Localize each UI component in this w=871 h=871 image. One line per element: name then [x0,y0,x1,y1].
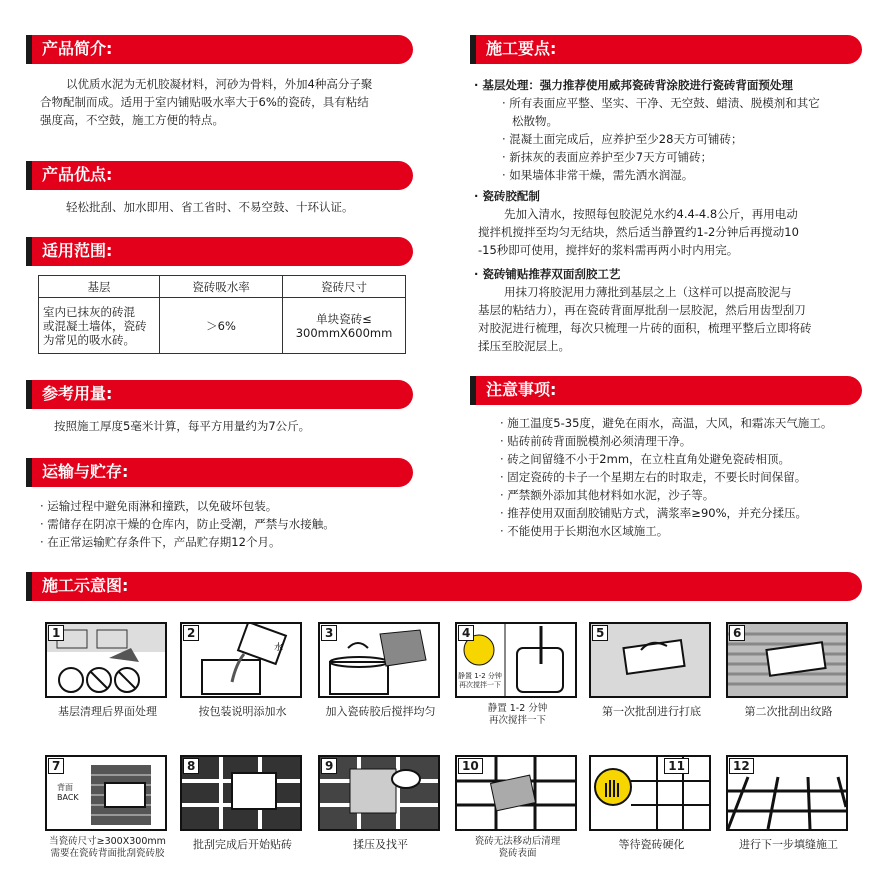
step-caption: 进行下一步填缝施工 [739,838,838,851]
table-header-size: 瓷砖尺寸 [283,276,406,298]
step-number: 2 [183,625,199,641]
step-caption: 按包装说明添加水 [198,705,287,718]
step-illustration [45,755,167,831]
header-accent-bar [470,376,476,405]
storage-item: · 运输过程中避免雨淋和撞跌，以免破坏包装。 [40,499,278,513]
storage-list [40,497,335,551]
step-10 [455,755,580,860]
storage-title: 运输与贮存: [42,462,129,481]
step-caption-line: 静置 1-2 分钟 [487,703,548,714]
header-accent-bar [26,380,32,409]
note-item: · 砖之间留缝不小于2mm，在立柱直角处避免瓷砖相顶。 [500,452,791,466]
header-accent-bar [470,35,476,64]
usage-text: 按照施工厚度5毫米计算，每平方用量约为7公斤。 [54,419,311,433]
back-label-en: BACK [57,793,79,802]
diagram-title: 施工示意图: [42,576,129,595]
header-accent-bar [26,35,32,64]
scope-title: 适用范围: [42,241,113,260]
note-item: · 贴砖前砖背面脱模剂必须清理干净。 [500,434,692,448]
step-caption: 等待瓷砖硬化 [618,838,685,851]
step-illustration [589,622,711,698]
press-level-illustration [320,757,438,829]
step-caption-line: 需要在瓷砖背面批刮瓷砖胶 [50,848,165,859]
step-illustration [455,755,577,831]
storage-item: · 需储存在阴凉干燥的仓库内，防止受潮，严禁与水接触。 [40,517,335,531]
step-number: 7 [48,758,64,774]
intro-title: 产品简介: [42,39,113,58]
step-2 [180,622,305,719]
step-illustration [318,755,440,831]
scope-table [38,275,406,354]
mix-line: 搅拌机搅拌至均匀无结块，然后适当静置约1-2分钟后再搅动10 [478,225,799,239]
step-1 [45,622,170,719]
advantages-title: 产品优点: [42,165,113,184]
intro-line: 强度高，不空鼓，施工方便的特点。 [40,113,224,127]
step-number: 6 [729,625,745,641]
tile-line: 用抹刀将胶泥用力薄批到基层之上（这样可以提高胶泥与 [504,285,792,299]
step-12 [726,755,851,852]
first-trowel-illustration [591,624,709,696]
key-points-body [474,76,820,355]
table-cell-base [39,298,160,354]
place-tile-illustration [182,757,300,829]
step-9 [318,755,443,852]
table-cell-line: 或混凝土墙体，瓷砖 [43,318,147,333]
note-item: · 固定瓷砖的卡子一个星期左右的时取走，不要长时间保留。 [500,470,807,484]
step-7 [45,755,170,860]
note-item: · 施工温度5-35度，避免在雨水，高温，大风，和霜冻天气施工。 [500,416,833,430]
step-caption-line: 瓷砖无法移动后清理 [474,836,561,847]
step-number: 1 [48,625,64,641]
step-caption [45,836,170,860]
wait-harden-illustration [591,757,709,829]
step-caption: 批刮完成后开始贴砖 [193,838,292,851]
key-points-title: 施工要点: [486,39,557,58]
base-item: · 新抹灰的表面应养护至少7天方可铺砖； [502,150,713,164]
step-illustration [726,622,848,698]
diagram-header [26,572,862,601]
step-caption-line: 当瓷砖尺寸≥300X300mm [49,836,166,847]
step-illustration [726,755,848,831]
step-11 [589,755,714,852]
storage-item: · 在正常运输贮存条件下，产品贮存期12个月。 [40,535,281,549]
table-header-base: 基层 [39,276,160,298]
scope-header [26,237,413,266]
step-illustration [589,755,711,831]
step-caption-line: 再次搅拌一下 [488,715,546,726]
step-3 [318,622,443,719]
step-caption: 第二次批刮出纹路 [744,705,833,718]
step-number: 5 [592,625,608,641]
notes-title: 注意事项: [486,380,557,399]
add-water-illustration [182,624,300,696]
usage-header [26,380,413,409]
table-cell-absorption: ＞6% [160,298,283,354]
intro-line: 以优质水泥为无机胶凝材料，河砂为骨料，外加4种高分子聚 [66,77,373,91]
advantages-text: 轻松批刮、加水即用、省工省时、不易空鼓、十环认证。 [66,200,354,214]
tile-line: 对胶泥进行梳理，每次只梳理一片砖的面积，梳理平整后立即将砖 [478,321,812,335]
storage-header [26,458,413,487]
step-number: 3 [321,625,337,641]
step-caption-line: 瓷砖表面 [498,848,537,859]
intro-header [26,35,413,64]
step-caption: 基层清理后界面处理 [58,705,157,718]
base-item: · 所有表面应平整、坚实、干净、无空鼓、蜡渍、脱模剂和其它 [502,96,820,110]
back-label [57,783,79,803]
table-cell-size [283,298,406,354]
step-4 [455,622,580,727]
base-treatment-heading: · 基层处理：强力推荐使用威邦瓷砖背涂胶进行瓷砖背面预处理 [474,78,793,92]
base-item: · 如果墙体非常干燥，需先洒水润湿。 [502,168,694,182]
intro-text [40,75,372,129]
step-caption: 加入瓷砖胶后搅拌均匀 [325,705,436,718]
table-cell-line: 单块瓷砖≤ [316,311,372,326]
header-accent-bar [26,161,32,190]
table-header-absorption: 瓷砖吸水率 [160,276,283,298]
svg-text:水: 水 [274,643,284,653]
step-5 [589,622,714,719]
base-item: · 混凝土面完成后，应养护至少28天方可铺砖； [502,132,743,146]
header-accent-bar [26,572,32,601]
step-caption: 第一次批刮进行打底 [602,705,701,718]
key-points-header [470,35,862,64]
step-illustration [180,755,302,831]
step-caption: 揉压及找平 [353,838,408,851]
step-number: 11 [664,758,689,774]
second-trowel-illustration [728,624,846,696]
notes-list [500,414,832,540]
tile-heading: · 瓷砖铺贴推荐双面刮胶工艺 [474,267,621,281]
table-cell-line: 为常见的吸水砖。 [43,332,135,347]
step-number: 10 [458,758,483,774]
tile-line: 揉压至胶泥层上。 [478,339,570,353]
mix-line: 先加入清水，按照每包胶泥兑水约4.4-4.8公斤，再用电动 [504,207,798,221]
wall-cleaning-illustration [47,624,165,696]
mix-heading: · 瓷砖胶配制 [474,189,540,203]
note-item: · 严禁额外添加其他材料如水泥，沙子等。 [500,488,715,502]
base-item: 松散物。 [512,114,558,128]
pour-powder-illustration [320,624,438,696]
header-accent-bar [26,237,32,266]
step-8 [180,755,305,852]
badge-line: 再次搅拌一下 [459,681,501,689]
step-number: 8 [183,758,199,774]
table-cell-line: 室内已抹灰的砖混 [43,304,135,319]
intro-line: 合物配制而成。适用于室内铺贴吸水率大于6%的瓷砖，具有粘结 [40,95,369,109]
note-item: · 不能使用于长期泡水区域施工。 [500,524,669,538]
back-label-cn: 背面 [57,783,73,792]
step-number: 12 [729,758,754,774]
step-number: 9 [321,758,337,774]
tile-line: 基层的粘结力），再在瓷砖背面厚批刮一层胶泥，然后用齿型刮刀 [478,303,806,317]
badge-line: 静置 1-2 分钟 [458,672,502,680]
step-illustration [180,622,302,698]
step-caption [455,703,580,727]
step-illustration [318,622,440,698]
notes-header [470,376,862,405]
usage-title: 参考用量: [42,384,113,403]
step-illustration [45,622,167,698]
advantages-header [26,161,413,190]
step-6 [726,622,851,719]
table-cell-line: 300mmX600mm [295,325,393,340]
step-number: 4 [458,625,474,641]
step-caption [455,836,580,860]
header-accent-bar [26,458,32,487]
step-illustration [455,622,577,698]
rest-badge-text [457,672,503,690]
note-item: · 推荐使用双面刮胶铺贴方式，满浆率≥90%，并充分揉压。 [500,506,808,520]
mix-line: -15秒即可使用，搅拌好的浆料需再两小时内用完。 [478,243,739,257]
